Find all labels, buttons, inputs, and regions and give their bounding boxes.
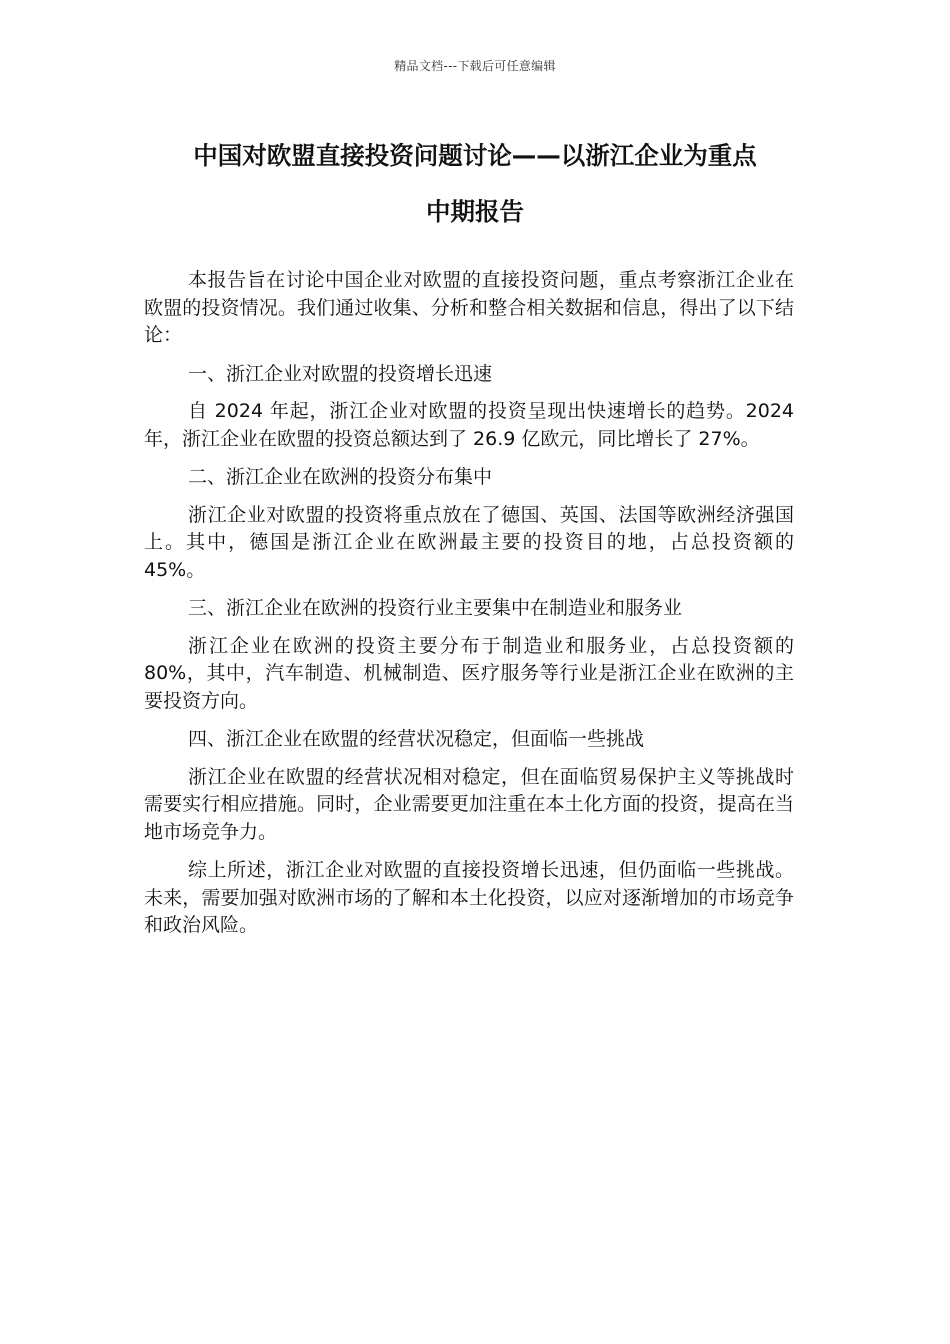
section-paragraph-1: 自 2024 年起，浙江企业对欧盟的投资呈现出快速增长的趋势。2024 年，浙江企业在欧盟的投资总额达到了 26.9 亿欧元，同比增长了 27%。 — [144, 400, 794, 450]
section-heading-2: 二、浙江企业在欧洲的投资分布集中 — [188, 466, 493, 488]
section-paragraph-2: 浙江企业对欧盟的投资将重点放在了德国、英国、法国等欧洲经济强国上。其中，德国是浙江企业在欧洲最主要的投资目的地，占总投资额的 45%。 — [144, 503, 794, 581]
section-paragraph-4: 浙江企业在欧盟的经营状况相对稳定，但在面临贸易保护主义等挑战时需要实行相应措施。同时，企业需要更加注重在本土化方面的投资，提高在当地市场竞争力。 — [144, 765, 794, 843]
intro-paragraph: 本报告旨在讨论中国企业对欧盟的直接投资问题，重点考察浙江企业在欧盟的投资情况。我们通过收集、分析和整合相关数据和信息，得出了以下结论： — [144, 269, 794, 346]
header-note: 精品文档---下载后可任意编辑 — [394, 59, 556, 73]
conclusion-paragraph: 综上所述，浙江企业对欧盟的直接投资增长迅速，但仍面临一些挑战。未来，需要加强对欧洲市场的了解和本土化投资，以应对逐渐增加的市场竞争和政治风险。 — [144, 859, 794, 936]
title-line-1: 中国对欧盟直接投资问题讨论——以浙江企业为重点 — [193, 141, 757, 170]
section-heading-1: 一、浙江企业对欧盟的投资增长迅速 — [188, 362, 493, 385]
title-line-2: 中期报告 — [426, 197, 524, 226]
section-heading-4: 四、浙江企业在欧盟的经营状况稳定，但面临一些挑战 — [188, 728, 645, 750]
document-body — [144, 267, 794, 951]
document-title — [60, 128, 890, 240]
section-paragraph-3: 浙江企业在欧洲的投资主要分布于制造业和服务业，占总投资额的 80%，其中，汽车制造、机械制造、医疗服务等行业是浙江企业在欧洲的主要投资方向。 — [144, 634, 794, 712]
section-heading-3: 三、浙江企业在欧洲的投资行业主要集中在制造业和服务业 — [188, 597, 683, 619]
